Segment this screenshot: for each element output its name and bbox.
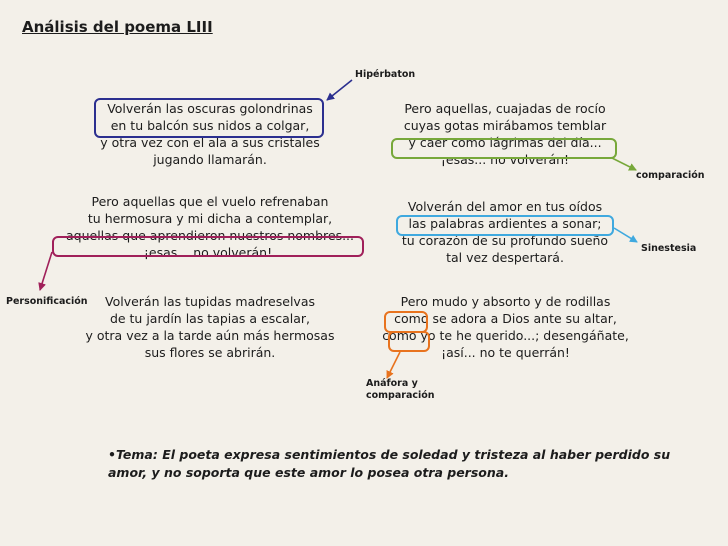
stanza-line: Pero aquellas que el vuelo refrenaban: [91, 194, 329, 209]
stanza-line: ¡así... no te querrán!: [441, 345, 570, 360]
label-anafora-line1: Anáfora y: [366, 378, 418, 389]
stanza-line: como yo te he querido...; desengáñate,: [382, 328, 629, 343]
stanza-line: y caer como lágrimas del día...: [408, 135, 602, 150]
tema-paragraph: [108, 446, 671, 482]
stanza-4: [375, 100, 635, 168]
tema-line-1: •Tema: El poeta expresa sentimientos de soledad y tristeza al haber perdido su: [108, 447, 671, 462]
stanza-line: Volverán las tupidas madreselvas: [105, 294, 315, 309]
stanza-line: tu corazón de su profundo sueño: [401, 233, 609, 248]
label-sinestesia: Sinestesia: [641, 243, 697, 254]
stanza-line: cuyas gotas mirábamos temblar: [403, 118, 607, 133]
stanza-line: en tu balcón sus nidos a colgar,: [110, 118, 310, 133]
stanza-line: ¡esas... no volverán!.: [143, 245, 277, 260]
stanza-line: tal vez despertará.: [446, 250, 564, 265]
stanza-line: como se adora a Dios ante su altar,: [394, 311, 617, 326]
stanza-line: y otra vez con el ala a sus cristales: [100, 135, 320, 150]
stanza-line: jugando llamarán.: [153, 152, 267, 167]
stanza-3: [70, 293, 350, 361]
stanza-2: [50, 193, 370, 261]
stanza-line: tu hermosura y mi dicha a contemplar,: [87, 211, 333, 226]
stanza-line: las palabras ardientes a sonar;: [408, 216, 602, 231]
stanza-line: Pero mudo y absorto y de rodillas: [400, 294, 611, 309]
stanza-1: [80, 100, 340, 168]
stanza-line: de tu jardín las tapias a escalar,: [109, 311, 311, 326]
stanza-line: y otra vez a la tarde aún más hermosas: [85, 328, 335, 343]
label-anafora: [366, 378, 435, 402]
stanza-line: sus flores se abrirán.: [144, 345, 276, 360]
slide-title: Análisis del poema LIII: [22, 18, 213, 36]
stanza-line: ¡esas... no volverán!: [440, 152, 570, 167]
label-comparacion: comparación: [636, 170, 705, 181]
hiperbaton-arrow: [327, 80, 352, 100]
stanza-6: [368, 293, 643, 361]
stanza-5: [375, 198, 635, 266]
tema-line-2: amor, y no soporta que este amor lo posea otra persona.: [108, 465, 509, 480]
stanza-line: Pero aquellas, cuajadas de rocío: [404, 101, 606, 116]
stanza-line: Volverán del amor en tus oídos: [407, 199, 603, 214]
label-hiperbaton: Hipérbaton: [355, 69, 416, 80]
label-anafora-line2: comparación: [366, 390, 435, 401]
stanza-line: aquellas que aprendieron nuestros nombres...: [65, 228, 354, 243]
label-personificacion: Personificación: [6, 296, 88, 307]
stanza-line: Volverán las oscuras golondrinas: [107, 101, 313, 116]
